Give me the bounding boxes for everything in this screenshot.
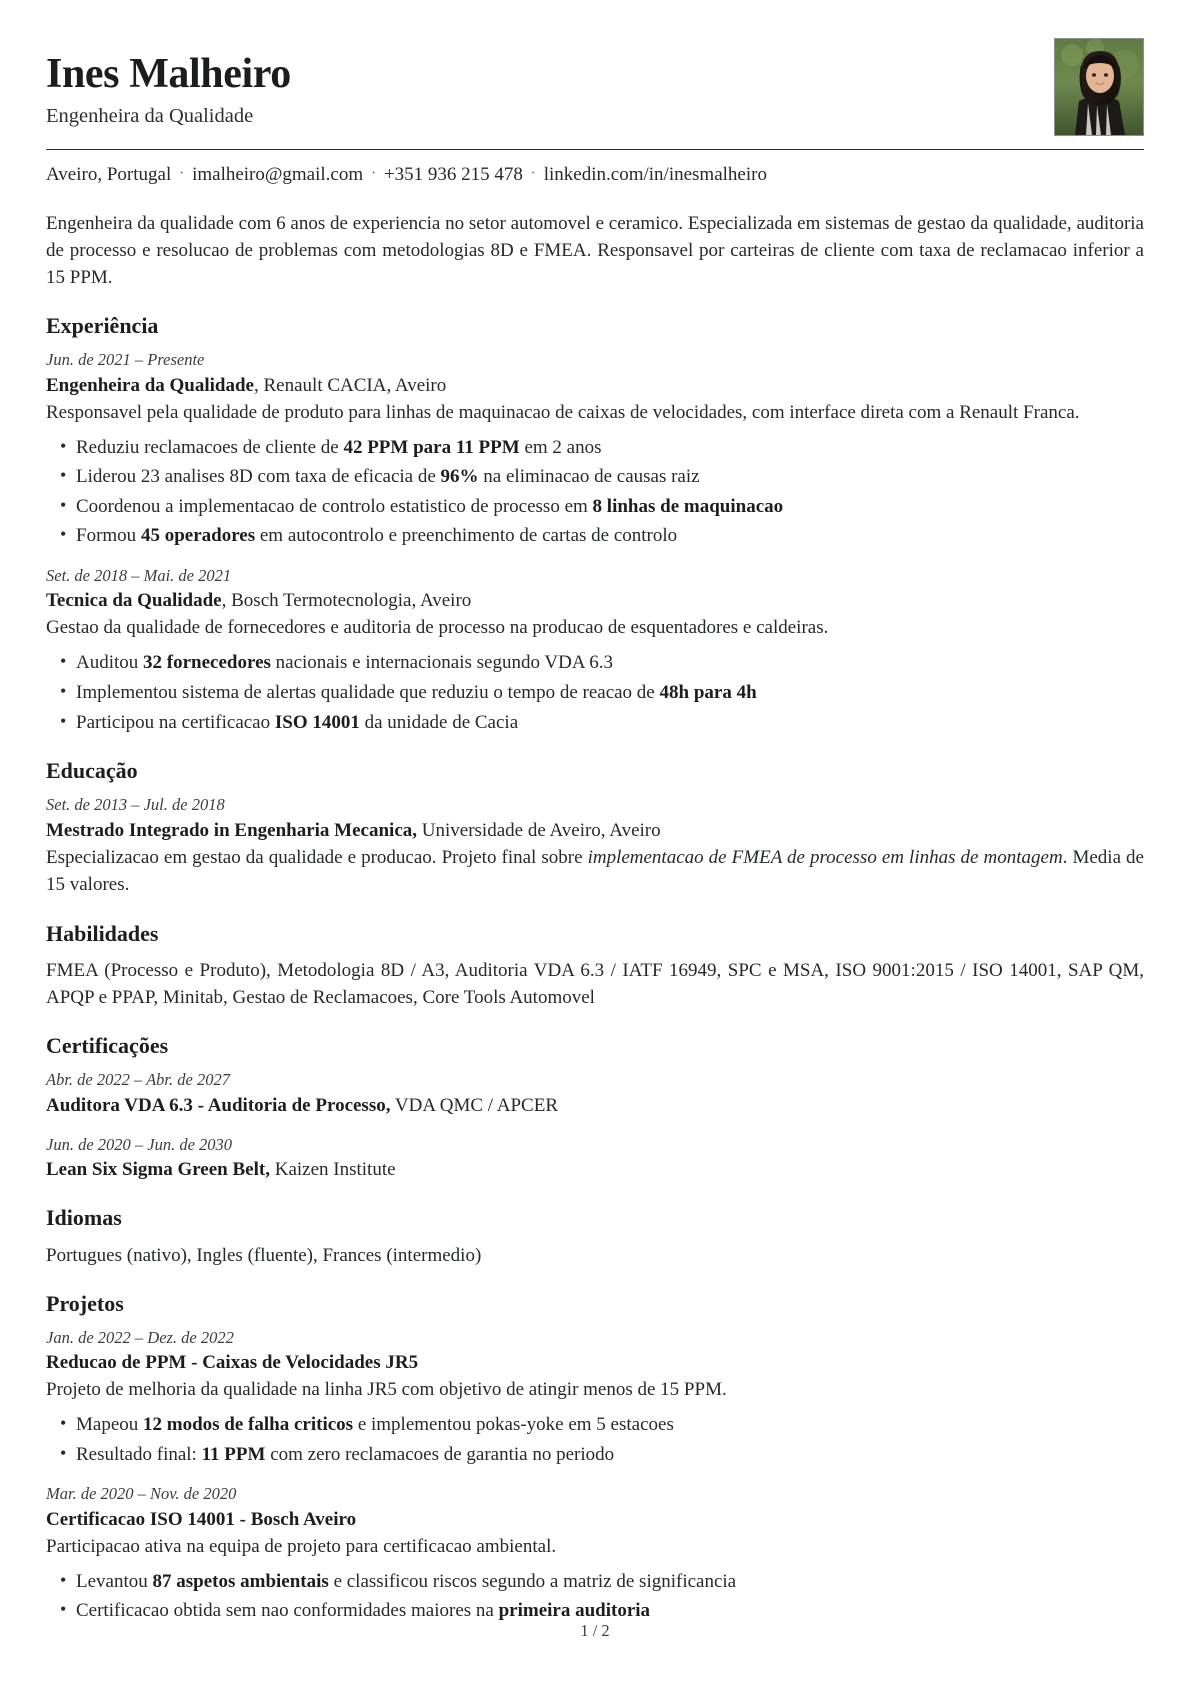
bullet-text: Levantou xyxy=(76,1570,153,1592)
bullet-text: Reduziu reclamacoes de cliente de xyxy=(76,436,344,458)
contact-email[interactable]: imalheiro@gmail.com xyxy=(192,164,364,185)
section-skills xyxy=(46,922,1144,1012)
certification-entry xyxy=(46,1069,1144,1118)
section-education xyxy=(46,759,1144,899)
entry-role: Tecnica da Qualidade xyxy=(46,590,222,612)
bullet-highlight: 12 modos de falha criticos xyxy=(143,1414,354,1436)
contact-location: Aveiro, Portugal xyxy=(46,164,172,185)
bullet-highlight: 11 PPM xyxy=(201,1443,266,1465)
portrait-photo-icon xyxy=(1055,39,1143,135)
entry-description xyxy=(46,845,1144,899)
certification-name: Auditora VDA 6.3 - Auditoria de Processo, xyxy=(46,1094,391,1116)
section-title-projects: Projetos xyxy=(46,1290,124,1316)
bullet-highlight: 8 linhas de maquinacao xyxy=(592,495,784,517)
bullet-text: Liderou 23 analises 8D com taxa de eficacia de xyxy=(76,466,441,488)
page-title: Ines Malheiro xyxy=(46,51,291,97)
contact-separator: · xyxy=(530,165,536,182)
list-item xyxy=(46,709,1144,737)
contact-separator: · xyxy=(370,165,377,182)
entry-title-line xyxy=(46,1093,1144,1119)
entry-title-line xyxy=(46,1507,1144,1533)
header-divider xyxy=(46,149,1144,150)
entry-dates: Abr. de 2022 – Abr. de 2027 xyxy=(46,1070,230,1090)
bullet-highlight: 96% xyxy=(440,466,479,488)
experience-entry xyxy=(46,565,1144,736)
description-text: Especializacao em gestao da qualidade e producao. Projeto final sobre xyxy=(46,846,588,868)
certification-name: Lean Six Sigma Green Belt, xyxy=(46,1159,270,1181)
project-name: Reducao de PPM - Caixas de Velocidades JR5 xyxy=(46,1352,419,1374)
bullet-text: Coordenou a implementacao de controlo estatistico de processo em xyxy=(76,495,593,517)
entry-dates: Jun. de 2020 – Jun. de 2030 xyxy=(46,1134,233,1154)
entry-org: , Renault CACIA, Aveiro xyxy=(254,374,447,396)
avatar xyxy=(1054,38,1144,136)
job-headline: Engenheira da Qualidade xyxy=(46,104,254,127)
entry-dates: Set. de 2013 – Jul. de 2018 xyxy=(46,795,225,815)
bullet-text: em 2 anos xyxy=(519,436,602,458)
certification-issuer: VDA QMC / APCER xyxy=(390,1094,558,1116)
description-text: . Media de 15 valores. xyxy=(46,846,1144,895)
list-item xyxy=(46,679,1144,707)
bullet-text: Auditou xyxy=(76,652,144,674)
certification-issuer: Kaizen Institute xyxy=(269,1159,396,1181)
entry-dates: Mar. de 2020 – Nov. de 2020 xyxy=(46,1484,237,1504)
bullet-text: nacionais e internacionais segundo VDA 6.3 xyxy=(270,652,614,674)
summary-paragraph: Engenheira da qualidade com 6 anos de experiencia no setor automovel e ceramico. Especializada em sistemas de gestao da qualidade, auditoria de processo e resolucao de problemas com metodologias 8D e FMEA. Responsavel por carteiras de cliente com taxa de reclamacao inferior a 15 PPM. xyxy=(46,212,1144,288)
entry-title-line xyxy=(46,588,1144,614)
entry-dates: Jun. de 2021 – Presente xyxy=(46,350,205,370)
identity-block xyxy=(46,36,291,128)
bullet-text: Implementou sistema de alertas qualidade que reduziu o tempo de reacao de xyxy=(76,681,660,703)
contact-line xyxy=(46,163,1144,188)
education-entry xyxy=(46,794,1144,898)
project-name: Certificacao ISO 14001 - Bosch Aveiro xyxy=(46,1508,357,1530)
list-item xyxy=(46,434,1144,462)
list-item xyxy=(46,1411,1144,1439)
entry-bullet-list xyxy=(46,1568,1144,1625)
certification-entry xyxy=(46,1134,1144,1183)
experience-entry xyxy=(46,349,1144,550)
entry-description: Participacao ativa na equipa de projeto para certificacao ambiental. xyxy=(46,1535,557,1557)
entry-description: Projeto de melhoria da qualidade na linha JR5 com objetivo de atingir menos de 15 PPM. xyxy=(46,1379,727,1401)
entry-bullet-list xyxy=(46,434,1144,550)
degree-name: Mestrado Integrado in Engenharia Mecanica, xyxy=(46,819,418,841)
entry-title-line xyxy=(46,1157,1144,1183)
bullet-text: Certificacao obtida sem nao conformidades maiores na xyxy=(76,1600,499,1622)
project-entry xyxy=(46,1327,1144,1469)
section-experience xyxy=(46,314,1144,736)
bullet-text: e implementou pokas-yoke em 5 estacoes xyxy=(353,1414,674,1436)
resume-header xyxy=(46,36,1144,136)
bullet-highlight: 42 PPM para 11 PPM xyxy=(343,436,520,458)
bullet-text: Participou na certificacao xyxy=(76,711,275,733)
institution-name: Universidade de Aveiro, Aveiro xyxy=(417,819,661,841)
bullet-highlight: 32 fornecedores xyxy=(143,652,271,674)
section-title-experience: Experiência xyxy=(46,313,159,339)
list-item xyxy=(46,463,1144,491)
entry-description: Responsavel pela qualidade de produto para linhas de maquinacao de caixas de velocidades, com interface direta com a Renault Franca. xyxy=(46,401,1080,423)
entry-title-line xyxy=(46,373,1144,399)
section-title-skills: Habilidades xyxy=(46,920,159,946)
bullet-text: Resultado final: xyxy=(76,1443,202,1465)
list-item xyxy=(46,493,1144,521)
list-item xyxy=(46,1568,1144,1596)
bullet-highlight: 45 operadores xyxy=(140,525,256,547)
contact-linkedin[interactable]: linkedin.com/in/inesmalheiro xyxy=(543,164,767,185)
skills-text: FMEA (Processo e Produto), Metodologia 8D / A3, Auditoria VDA 6.3 / IATF 16949, SPC e MSA, ISO 9001:2015 / ISO 14001, SAP QM, APQP e PPAP, Minitab, Gestao de Reclamacoes, Core Tools Automovel xyxy=(46,959,1144,1009)
bullet-highlight: 87 aspetos ambientais xyxy=(152,1570,329,1592)
entry-title-line xyxy=(46,1350,1144,1376)
bullet-highlight: primeira auditoria xyxy=(498,1600,651,1622)
section-languages xyxy=(46,1206,1144,1268)
entry-title-line xyxy=(46,818,1144,844)
entry-dates: Jan. de 2022 – Dez. de 2022 xyxy=(46,1327,234,1347)
list-item xyxy=(46,1441,1144,1469)
entry-role: Engenheira da Qualidade xyxy=(46,374,254,396)
description-emphasis: implementacao de FMEA de processo em linhas de montagem xyxy=(587,846,1063,868)
bullet-text: na eliminacao de causas raiz xyxy=(478,466,700,488)
section-projects xyxy=(46,1292,1144,1625)
list-item xyxy=(46,649,1144,677)
contact-phone[interactable]: +351 936 215 478 xyxy=(383,164,523,185)
list-item xyxy=(46,522,1144,550)
section-title-education: Educação xyxy=(46,758,138,784)
entry-bullet-list xyxy=(46,1411,1144,1468)
bullet-highlight: ISO 14001 xyxy=(274,711,360,733)
page-number: 1 / 2 xyxy=(580,1621,610,1640)
project-entry xyxy=(46,1483,1144,1625)
languages-text: Portugues (nativo), Ingles (fluente), Frances (intermedio) xyxy=(46,1244,482,1266)
entry-bullet-list xyxy=(46,649,1144,736)
entry-description: Gestao da qualidade de fornecedores e auditoria de processo na producao de esquentadores e caldeiras. xyxy=(46,617,829,639)
section-title-languages: Idiomas xyxy=(46,1205,122,1231)
bullet-text: e classificou riscos segundo a matriz de significancia xyxy=(328,1570,737,1592)
bullet-text: Formou xyxy=(76,525,141,547)
entry-org: , Bosch Termotecnologia, Aveiro xyxy=(221,590,472,612)
section-title-certifications: Certificações xyxy=(46,1033,169,1059)
bullet-text: da unidade de Cacia xyxy=(359,711,519,733)
section-certifications xyxy=(46,1034,1144,1183)
bullet-text: Mapeou xyxy=(76,1414,144,1436)
bullet-highlight: 48h para 4h xyxy=(659,681,757,703)
entry-dates: Set. de 2018 – Mai. de 2021 xyxy=(46,565,232,585)
bullet-text: em autocontrolo e preenchimento de cartas de controlo xyxy=(255,525,678,547)
bullet-text: com zero reclamacoes de garantia no periodo xyxy=(265,1443,615,1465)
contact-separator: · xyxy=(179,165,185,182)
